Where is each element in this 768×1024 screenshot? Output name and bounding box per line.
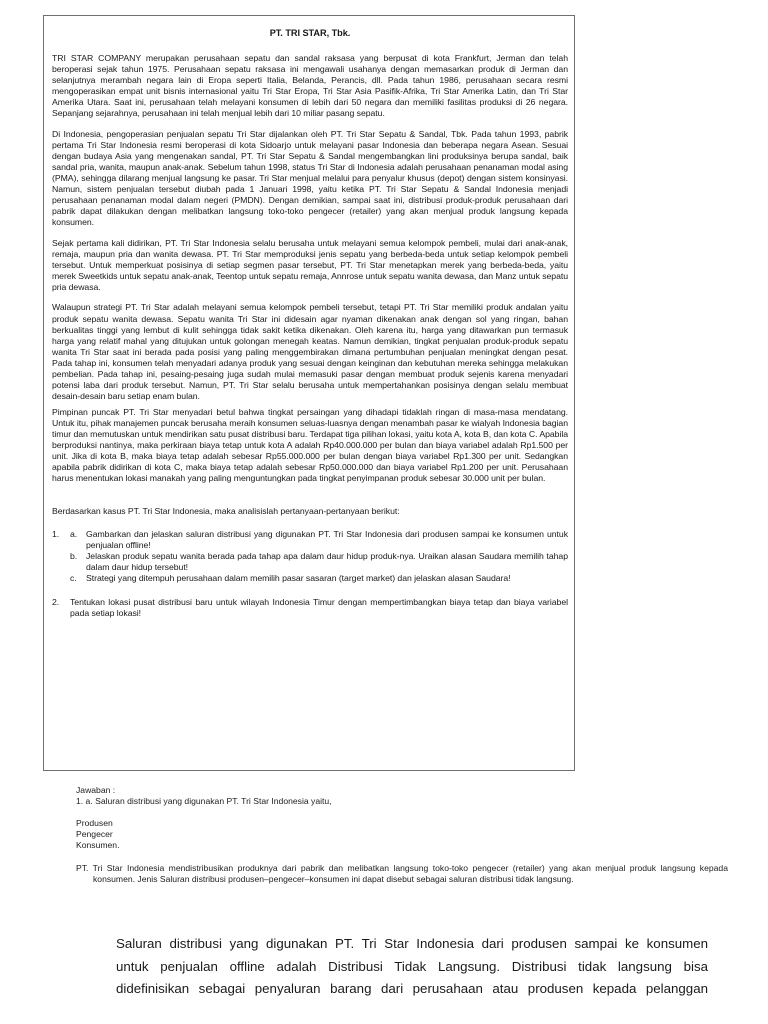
case-title: PT. TRI STAR, Tbk. [269, 28, 351, 38]
question-1 [52, 529, 568, 584]
question-text: Jelaskan produk sepatu wanita berada pada tahap apa dalam daur hidup produk-nya. Uraikan alasan Saudara memilih tahap dalam daur hidup tersebut! [86, 551, 568, 573]
question-letter: b. [70, 551, 78, 562]
body-line: didefinisikan sebagai penyaluran barang dari perusahaan atau produsen kepada pelanggan [116, 981, 708, 996]
chain-consumer: Konsumen. [76, 840, 120, 850]
body-paragraph [116, 933, 708, 1001]
question-text: Gambarkan dan jelaskan saluran distribusi yang digunakan PT. Tri Star Indonesia dari produsen sampai ke konsumen untuk penjualan offline! [86, 529, 568, 551]
question-number: 2. [52, 596, 60, 607]
question-1b [70, 551, 568, 573]
answer-item-intro: 1. a. Saluran distribusi yang digunakan PT. Tri Star Indonesia yaitu, [76, 796, 332, 806]
question-letter: c. [70, 573, 77, 584]
question-1a [52, 529, 568, 551]
case-paragraph-4: Walaupun strategi PT. Tri Star adalah melayani semua kelompok pembeli tersebut, tetapi PT. Tri Star memiliki produk andalan yaitu produk sepatu wanita dewasa. Sepatu wanita Tri Star ini didesain agar nyaman dikenakan anak dengan sol yang ringan, bahan berkualitas tinggi yang lembut di kulit sehingga tidak sakit ketika dikenakan. Oleh karena itu, harga yang ditawarkan pun termasuk harga yang relatif mahal yang ditujukan untuk golongan menegah keatas. Namun demikian, tingkat penjualan produk-produk sepatu wanita Tri Star saat ini berada pada posisi yang paling menggembirakan dimana pertumbuhan penjualan meningkat dengan pesat. Pada tahap ini, konsumen telah menyadari adanya produk yang sesuai dengan keinginan dan kebutuhan mereka sehingga melakukan pembelian. Pada tahap ini, pesaing-pesaing juga sudah mulai memasuki pasar dengan membuat produk sejenis karena menyadari potensi laba dari produk tersebut. Namun, PT. Tri Star selalu berusaha untuk mempertahankan posisinya dengan selalu membuat desain-desain baru setiap enam bulan. [52, 302, 568, 401]
answer-explanation: PT. Tri Star Indonesia mendistribusikan produknya dari pabrik dan melibatkan langsung toko-toko pengecer (retailer) yang akan menjual produk langsung kepada konsumen. Jenis Saluran distribusi produsen–pengecer–konsumen ini dapat disebut sebagai saluran distribusi tidak langsung. [76, 863, 728, 884]
case-paragraph-2: Di Indonesia, pengoperasian penjualan sepatu Tri Star dijalankan oleh PT. Tri Star Sepatu & Sandal, Tbk. Pada tahun 1993, pabrik pertama Tri Star Indonesia resmi beroperasi di kota Sidoarjo untuk melayani pasar Indonesia dan beberapa negara Asean. Sesuai dengan budaya Asia yang mengenakan sandal, PT. Tri Star Sepatu & Sandal mengembangkan lini produksinya berupa sandal, baik sandal pria, wanita, maupun anak-anak. Sebelum tahun 1998, status Tri Star di Indonesia adalah perusahaan penanaman modal asing (PMA), sehingga dilarang menjual langsung ke pasar. Tri Star menjual melalui para penyalur khusus (depot) dengan sistem konsinyasi. Namun, sistem penjualan tersebut diubah pada 1 Januari 1998, yaitu ketika PT. Tri Star Sepatu & Sandal Indonesia menjadi perusahaan penanaman modal dalam negeri (PMDN). Dengan demikian, sampai saat ini, distribusi produk-produk perusahaan dari pabrik dapat dilakukan dengan melibatkan langsung toko-toko pengecer (retailer) yang akan menjual produk langsung kepada konsumen. [52, 128, 568, 228]
question-2 [52, 597, 568, 619]
case-study-box [43, 15, 575, 771]
question-number: 1. [52, 529, 60, 540]
question-1c [70, 573, 568, 584]
chain-retailer: Pengecer [76, 829, 113, 839]
question-letter: a. [70, 529, 78, 540]
body-line: untuk penjualan offline adalah Distribusi Tidak Langsung. Distribusi tidak langsung bisa [116, 958, 708, 974]
case-paragraph-5: Pimpinan puncak PT. Tri Star menyadari betul bahwa tingkat persaingan yang dihadapi tidaklah ringan di masa-masa mendatang. Untuk itu, pihak manajemen puncak berusaha meraih konsumen seluas-luasnya dengan menambah pasar ke wialyah Indonesia bagian timur dan memutuskan untuk mendirikan satu pusat distribusi baru. Terdapat tiga pilihan lokasi, yaitu kota A, kota B, dan kota C. Apabila berproduksi nantinya, maka perkiraan biaya tetap untuk kota A adalah Rp40.000.000 per bulan dan biaya variabel adalah Rp1.500 per unit. Jika di kota B, maka biaya tetap adalah sebesar Rp55.000.000 per bulan dengan biaya variabel Rp1.300 per unit. Sedangkan apabila pabrik didirikan di kota C, maka biaya tetap adalah sebesar Rp50.000.000 dan biaya variabel Rp1.200 per unit. Perusahaan harus menentukan lokasi manakah yang paling menguntungkan pada tingkat penyimpanan produk sebesar 30.000 unit per bulan. [52, 406, 568, 484]
answer-heading: Jawaban : [76, 785, 116, 795]
body-line: Saluran distribusi yang digunakan PT. Tri Star Indonesia dari produsen sampai ke konsumen [116, 936, 708, 951]
answer-section [76, 785, 728, 885]
question-text: Strategi yang ditempuh perusahaan dalam memilih pasar sasaran (target market) dan jelaskan alasan Saudara! [86, 573, 511, 584]
chain-producer: Produsen [76, 818, 113, 828]
case-paragraph-3: Sejak pertama kali didirikan, PT. Tri Star Indonesia selalu berusaha untuk melayani semua kelompok pembeli, mulai dari anak-anak, remaja, maupun pria dan wanita dewasa. PT. Tri Star memproduksi jenis sepatu yang berbeda-beda untuk setiap kelompok pembeli tersebut. Untuk memperkuat posisinya di setiap segmen pasar tersebut, PT. Tri Star menetapkan merek yang berbeda-beda, yaitu merek Sweetkids untuk sepatu anak-anak, Teentop untuk sepatu remaja, Annrose untuk sepatu wanita dewasa, dan Manz untuk sepatu pria dewasa. [52, 237, 568, 292]
question-text: Tentukan lokasi pusat distribusi baru untuk wilayah Indonesia Timur dengan mempertimbangkan biaya tetap dan biaya variabel pada setiap lokasi! [70, 596, 568, 618]
question-intro: Berdasarkan kasus PT. Tri Star Indonesia, maka analisislah pertanyaan-pertanyaan berikut: [52, 506, 400, 517]
case-paragraph-1: TRI STAR COMPANY merupakan perusahaan sepatu dan sandal raksasa yang berpusat di kota Frankfurt, Jerman dan telah beroperasi sejak tahun 1975. Perusahaan sepatu raksasa ini mengawali usahanya dengan memasarkan produk di Jerman dan selanjutnya merambah negara lain di Eropa seperti Italia, Belanda, Perancis, dll. Pada tahun 1986, perusahaan secara resmi mengoperasikan empat unit bisnis internasional yaitu Tri Star Eropa, Tri Star Asia Pasifik-Afrika, Tri Star Amerika Latin, dan Tri Star Amerika Utara. Saat ini, perusahaan telah melayani konsumen di lebih dari 50 negara dan memiliki fasilitas produksi di 26 negara. Sepanjang sejarahnya, perusahaan ini telah menjual lebih dari 10 miliar pasang sepatu. [52, 53, 568, 119]
